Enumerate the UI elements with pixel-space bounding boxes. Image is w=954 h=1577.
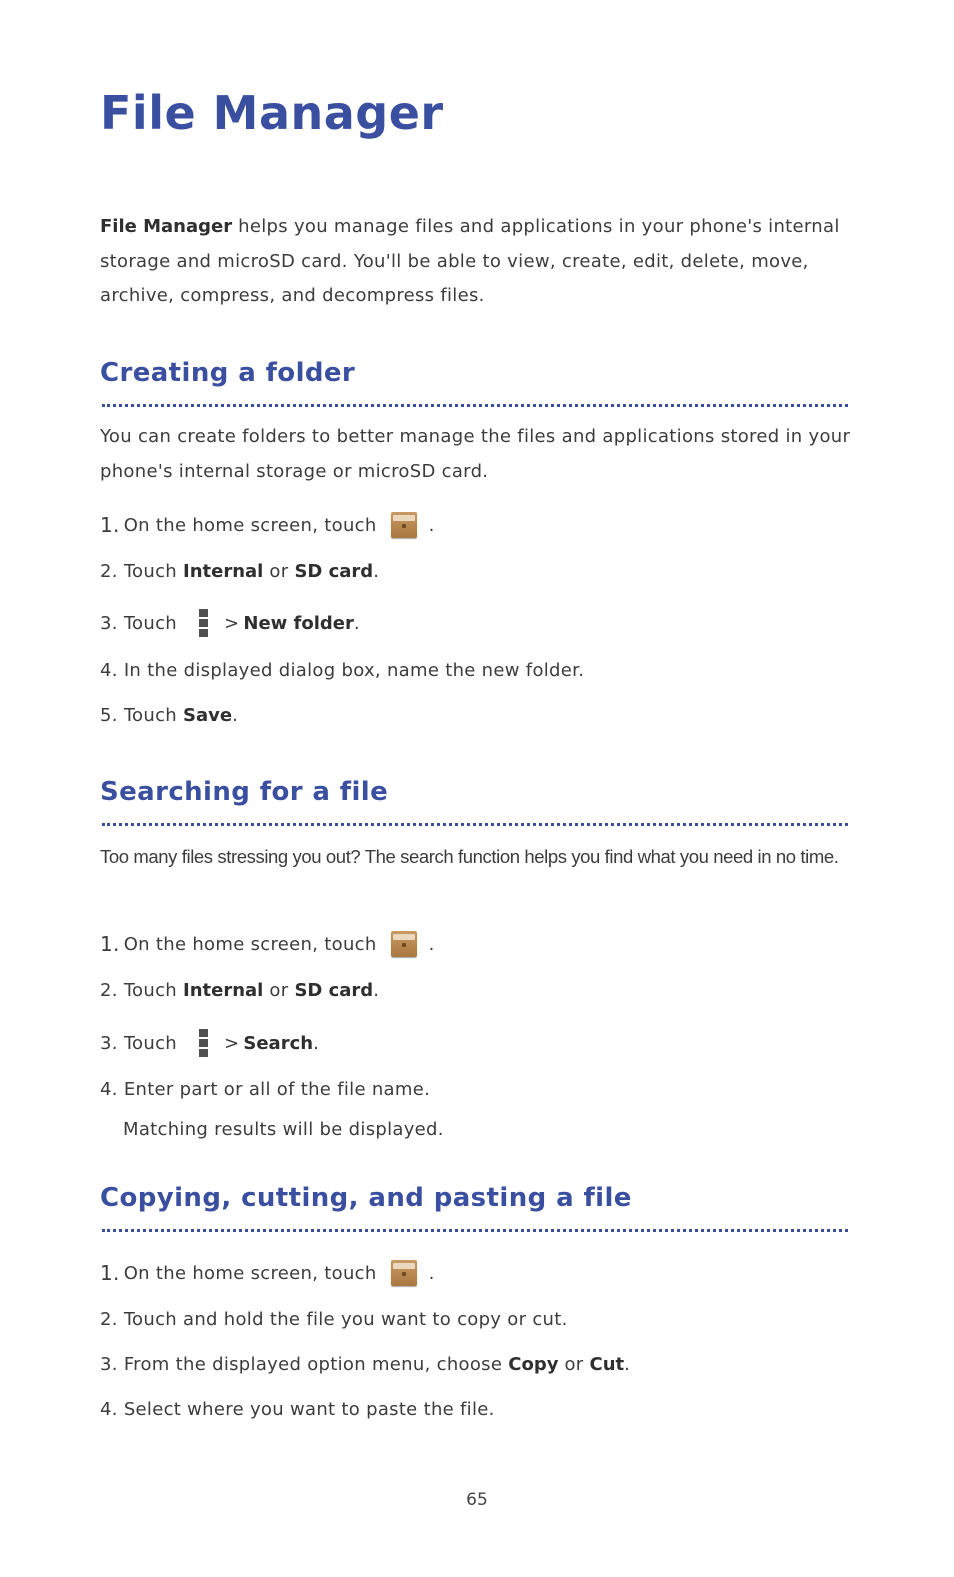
step-pre: Touch <box>123 612 177 634</box>
step-post: . <box>353 612 360 634</box>
section-heading-creating-folder: Creating a folder <box>100 358 356 388</box>
more-options-icon <box>199 1029 208 1057</box>
option-sd-card: SD card <box>294 979 374 1001</box>
page-number: 65 <box>466 1490 488 1510</box>
step-number: 1. <box>100 1261 120 1285</box>
file-manager-app-icon <box>391 512 417 538</box>
file-manager-app-icon <box>391 931 417 957</box>
file-manager-app-icon <box>391 1260 417 1286</box>
step-text: Enter part or all of the file name. <box>123 1078 431 1100</box>
step-item <box>100 608 360 638</box>
step-pre: Touch <box>123 979 177 1001</box>
step-number: 5. <box>100 704 118 726</box>
section-divider <box>102 404 848 407</box>
step-pre: Touch <box>123 704 177 726</box>
step-post: . <box>313 1032 320 1054</box>
step-text: Touch and hold the file you want to copy or cut. <box>123 1308 568 1330</box>
section-description: You can create folders to better manage the files and applications stored in your phone's internal storage or microSD card. <box>100 426 851 482</box>
option-search: Search <box>243 1032 314 1054</box>
step-item <box>100 700 238 730</box>
step-item <box>100 1304 568 1334</box>
step-number: 2. <box>100 560 118 582</box>
step-post: . <box>373 560 380 582</box>
step-text: Select where you want to paste the file. <box>123 1398 495 1420</box>
step-post: . <box>624 1353 631 1375</box>
step-suffix: . <box>428 1262 435 1284</box>
section-divider <box>102 1229 848 1232</box>
more-options-icon <box>199 609 208 637</box>
intro-text: helps you manage files and applications in your phone's internal storage and microSD card. You'll be able to view, create, edit, delete, move, archive, compress, and decompress files. <box>100 216 840 306</box>
option-new-folder: New folder <box>243 612 354 634</box>
step-post: . <box>232 704 239 726</box>
step-item <box>100 1074 430 1104</box>
step-item <box>100 510 435 540</box>
option-save: Save <box>183 704 233 726</box>
option-sd-card: SD card <box>294 560 374 582</box>
step-number: 3. <box>100 612 118 634</box>
menu-separator: > <box>223 1032 240 1054</box>
step-text: In the displayed dialog box, name the new folder. <box>123 659 585 681</box>
step-item <box>100 1349 630 1379</box>
option-copy: Copy <box>508 1353 559 1375</box>
menu-separator: > <box>223 612 240 634</box>
step-post: . <box>373 979 380 1001</box>
step-number: 1. <box>100 932 120 956</box>
step-number: 4. <box>100 1078 118 1100</box>
step-pre: Touch <box>123 1032 177 1054</box>
step-item <box>100 929 435 959</box>
step-suffix: . <box>428 933 435 955</box>
option-internal: Internal <box>183 560 264 582</box>
step-text: On the home screen, touch <box>123 933 377 955</box>
step-number: 2. <box>100 1308 118 1330</box>
step-mid: or <box>564 1353 584 1375</box>
step-mid: or <box>269 979 289 1001</box>
step-pre: From the displayed option menu, choose <box>123 1353 503 1375</box>
step-number: 4. <box>100 659 118 681</box>
intro-app-name: File Manager <box>100 216 233 237</box>
step-item <box>100 556 379 586</box>
step-item <box>100 1394 495 1424</box>
step-text: On the home screen, touch <box>123 514 377 536</box>
step-item <box>100 1258 435 1288</box>
step-text: On the home screen, touch <box>123 1262 377 1284</box>
step-number: 3. <box>100 1032 118 1054</box>
step-number: 2. <box>100 979 118 1001</box>
section-description: Too many files stressing you out? The search function helps you find what you need in no time. <box>100 846 839 867</box>
section-divider <box>102 823 848 826</box>
step-item <box>100 975 379 1005</box>
section-heading-searching-file: Searching for a file <box>100 777 389 807</box>
section-heading-copying-file: Copying, cutting, and pasting a file <box>100 1183 632 1213</box>
step-suffix: . <box>428 514 435 536</box>
intro-paragraph <box>100 210 860 314</box>
step-note: Matching results will be displayed. <box>123 1118 444 1140</box>
step-number: 1. <box>100 513 120 537</box>
step-number: 4. <box>100 1398 118 1420</box>
step-number: 3. <box>100 1353 118 1375</box>
step-mid: or <box>269 560 289 582</box>
option-internal: Internal <box>183 979 264 1001</box>
step-item <box>100 1028 319 1058</box>
page-title: File Manager <box>100 86 444 140</box>
step-pre: Touch <box>123 560 177 582</box>
option-cut: Cut <box>589 1353 625 1375</box>
step-item <box>100 655 584 685</box>
